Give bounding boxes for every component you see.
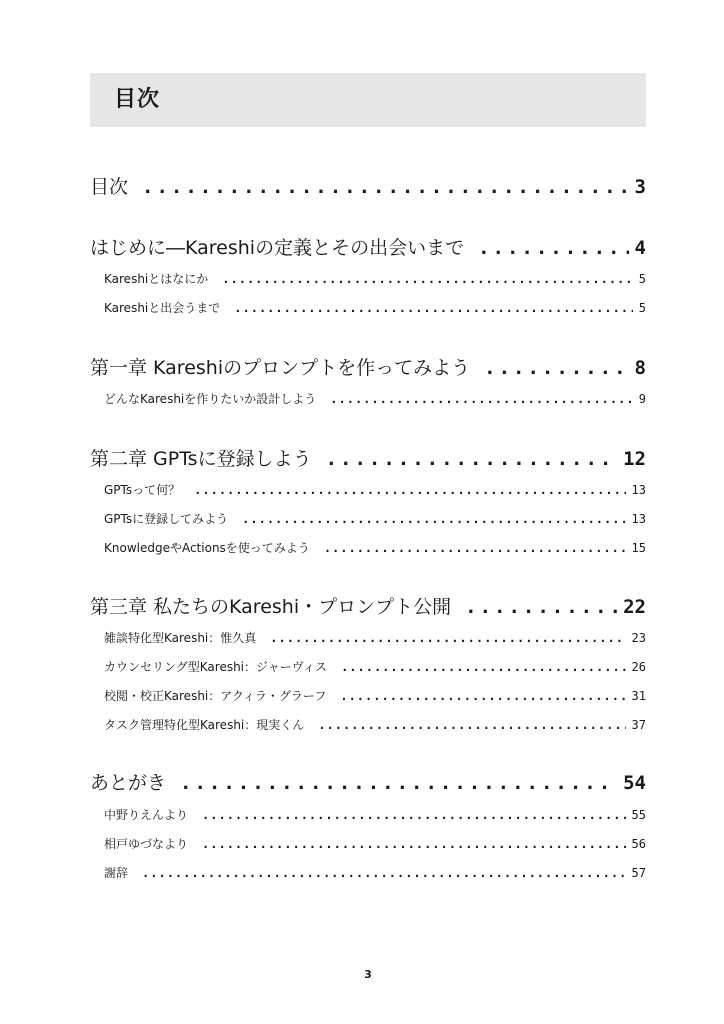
toc-entry-page: 57 [631,866,646,880]
toc-entry-page: 26 [631,660,646,674]
dot-leader [142,174,629,200]
toc-entry-page: 54 [623,772,646,794]
toc-subentry[interactable] [90,270,646,288]
dot-leader [194,481,625,499]
toc-entry-page: 15 [631,541,646,555]
toc-entry-mokuji[interactable] [90,174,646,200]
document-page [90,0,646,1024]
dot-leader [326,446,618,472]
toc-subentry[interactable] [90,481,646,499]
toc-entry-title: 第三章 私たちのKareshi・プロンプト公開 [90,596,452,618]
toc-entry-page: 13 [631,483,646,497]
toc-entry-page: 13 [631,512,646,526]
toc-subentry[interactable] [90,835,646,853]
toc-entry-page: 22 [623,596,646,618]
dot-leader [324,539,626,557]
toc-entry-page: 9 [638,392,646,406]
toc-entry-title: 目次 [90,176,129,198]
dot-leader [142,864,626,882]
dot-leader [465,594,617,620]
toc-subentry[interactable] [90,806,646,824]
toc-entry-title: どんなKareshiを作りたいか設計しよう [104,392,317,406]
toc-subentry[interactable] [90,390,646,408]
dot-leader [340,687,625,705]
page-number: 3 [364,968,372,981]
dot-leader [180,770,617,796]
toc-entry-title: 第二章 GPTsに登録しよう [90,448,312,470]
toc-entry-page: 37 [631,718,646,732]
toc-entry-page: 56 [631,837,646,851]
toc-entry-title: Kareshiと出会うまで [104,301,221,315]
toc-subentry[interactable] [90,716,646,734]
dot-leader [318,716,625,734]
dot-leader [270,629,625,647]
toc-entry-title: 謝辞 [104,866,129,880]
dot-leader [330,390,633,408]
toc-entry-page: 3 [634,176,646,198]
toc-heading: 目次 [114,87,161,112]
dot-leader [242,510,625,528]
toc-entry-page: 55 [631,808,646,822]
toc-subentry[interactable] [90,299,646,317]
toc-entry-page: 5 [638,272,646,286]
dot-leader [234,299,633,317]
toc-entry-page: 4 [634,237,646,259]
toc-entry-title: KnowledgeやActionsを使ってみよう [104,541,310,555]
toc-entry-title: GPTsに登録してみよう [104,512,229,526]
toc-entry-chapter-3[interactable] [90,594,646,620]
toc-entry-title: 中野りえんより [104,808,189,822]
toc-heading-box [90,73,646,127]
toc-entry-title: 雑談特化型Kareshi：惟久真 [104,631,257,645]
toc-entry-title: 校閲・校正Kareshi：アクィラ・グラーフ [104,689,327,703]
toc-entry-title: Kareshiとはなにか [104,272,209,286]
toc-entry-title: はじめに―Kareshiの定義とその出会いまで [90,237,465,259]
dot-leader [222,270,633,288]
dot-leader [202,806,626,824]
toc-entry-title: 相戸ゆづなより [104,837,189,851]
toc-entry-title: あとがき [90,772,167,794]
toc-entry-page: 8 [634,357,646,379]
toc-entry-title: GPTsって何？ [104,483,181,497]
dot-leader [202,835,626,853]
toc-entry-title: カウンセリング型Kareshi：ジャーヴィス [104,660,328,674]
toc-subentry[interactable] [90,629,646,647]
toc-entry-page: 31 [631,689,646,703]
toc-subentry[interactable] [90,687,646,705]
toc-entry-page: 5 [638,301,646,315]
dot-leader [478,235,628,261]
toc-subentry[interactable] [90,864,646,882]
toc-entry-chapter-1[interactable] [90,355,646,381]
toc-entry-page: 12 [623,448,646,470]
dot-leader [484,355,628,381]
toc-subentry[interactable] [90,539,646,557]
toc-entry-page: 23 [631,631,646,645]
toc-subentry[interactable] [90,510,646,528]
toc-entry-chapter-2[interactable] [90,446,646,472]
toc-entry-afterword[interactable] [90,770,646,796]
dot-leader [341,658,625,676]
toc-entry-introduction[interactable] [90,235,646,261]
toc-subentry[interactable] [90,658,646,676]
toc-entry-title: 第一章 Kareshiのプロンプトを作ってみよう [90,357,471,379]
toc-entry-title: タスク管理特化型Kareshi：現実くん [104,718,305,732]
